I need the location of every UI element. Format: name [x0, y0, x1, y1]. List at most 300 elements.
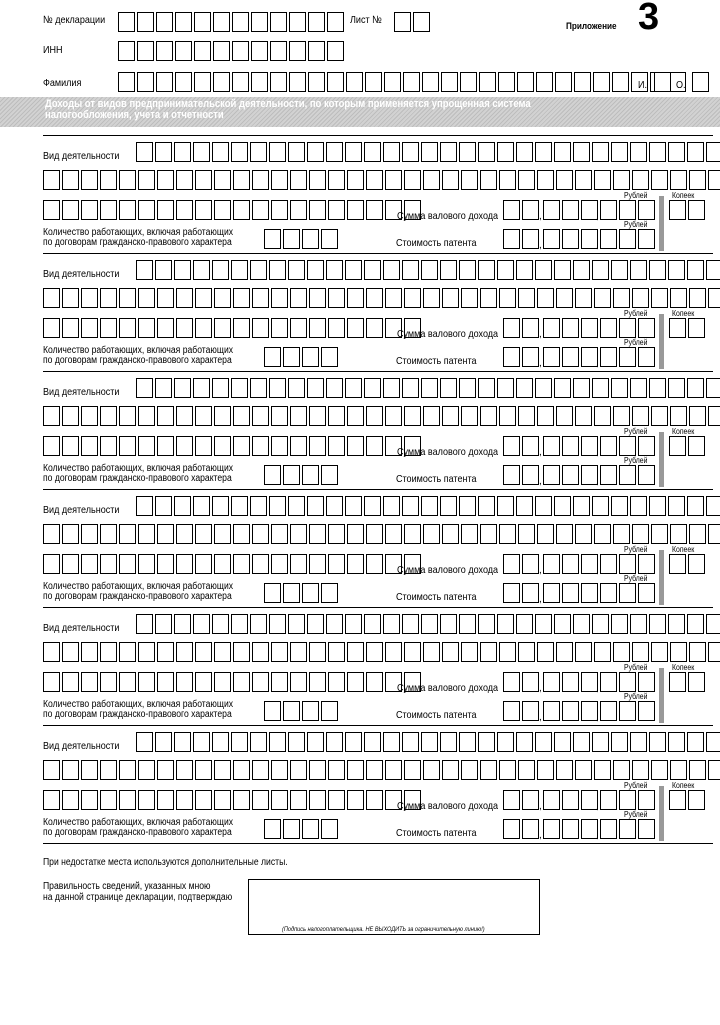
input-cell[interactable] [264, 229, 281, 249]
input-cell[interactable] [478, 378, 495, 398]
input-cell[interactable] [347, 318, 364, 338]
input-cell[interactable] [309, 170, 326, 190]
input-cell[interactable] [503, 229, 520, 249]
input-cell[interactable] [176, 524, 193, 544]
input-cell[interactable] [269, 496, 286, 516]
input-cell[interactable] [537, 524, 554, 544]
input-cell[interactable] [594, 524, 611, 544]
gross-income-field-kopecks[interactable] [669, 790, 707, 810]
input-cell[interactable] [328, 436, 345, 456]
input-cell[interactable] [233, 672, 250, 692]
input-cell[interactable] [497, 614, 514, 634]
input-cell[interactable] [290, 554, 307, 574]
input-cell[interactable] [62, 672, 79, 692]
input-cell[interactable] [497, 732, 514, 752]
input-cell[interactable] [689, 406, 706, 426]
input-cell[interactable] [638, 436, 655, 456]
input-cell[interactable] [459, 260, 476, 280]
input-cell[interactable] [649, 614, 666, 634]
input-cell[interactable] [600, 465, 617, 485]
inn-field[interactable] [118, 41, 346, 61]
input-cell[interactable] [668, 614, 685, 634]
input-cell[interactable] [600, 701, 617, 721]
input-cell[interactable] [43, 170, 60, 190]
input-cell[interactable] [232, 72, 249, 92]
input-cell[interactable] [440, 378, 457, 398]
gross-income-field-thousands[interactable] [543, 436, 600, 456]
input-cell[interactable] [459, 614, 476, 634]
input-cell[interactable] [271, 200, 288, 220]
input-cell[interactable] [347, 406, 364, 426]
input-cell[interactable] [423, 288, 440, 308]
input-cell[interactable] [195, 200, 212, 220]
input-cell[interactable] [176, 760, 193, 780]
input-cell[interactable] [100, 406, 117, 426]
input-cell[interactable] [270, 12, 287, 32]
input-cell[interactable] [384, 72, 401, 92]
input-cell[interactable] [345, 142, 362, 162]
gross-income-field-millions[interactable] [503, 790, 541, 810]
input-cell[interactable] [321, 465, 338, 485]
input-cell[interactable] [119, 318, 136, 338]
input-cell[interactable] [537, 642, 554, 662]
input-cell[interactable] [212, 732, 229, 752]
patent-thousands[interactable] [543, 465, 600, 485]
input-cell[interactable] [157, 200, 174, 220]
input-cell[interactable] [543, 672, 560, 692]
input-cell[interactable] [136, 732, 153, 752]
input-cell[interactable] [562, 672, 579, 692]
input-cell[interactable] [233, 288, 250, 308]
input-cell[interactable] [307, 496, 324, 516]
input-cell[interactable] [649, 378, 666, 398]
input-cell[interactable] [562, 583, 579, 603]
input-cell[interactable] [307, 260, 324, 280]
input-cell[interactable] [233, 170, 250, 190]
input-cell[interactable] [119, 642, 136, 662]
input-cell[interactable] [503, 790, 520, 810]
input-cell[interactable] [638, 701, 655, 721]
input-cell[interactable] [62, 200, 79, 220]
input-cell[interactable] [594, 170, 611, 190]
input-cell[interactable] [264, 701, 281, 721]
input-cell[interactable] [592, 496, 609, 516]
input-cell[interactable] [619, 819, 636, 839]
input-cell[interactable] [522, 583, 539, 603]
gross-income-field-kopecks[interactable] [669, 318, 707, 338]
input-cell[interactable] [309, 760, 326, 780]
input-cell[interactable] [687, 732, 704, 752]
input-cell[interactable] [327, 72, 344, 92]
input-cell[interactable] [632, 170, 649, 190]
input-cell[interactable] [308, 12, 325, 32]
input-cell[interactable] [119, 554, 136, 574]
input-cell[interactable] [250, 614, 267, 634]
input-cell[interactable] [155, 496, 172, 516]
patent-millions[interactable] [503, 229, 541, 249]
input-cell[interactable] [250, 142, 267, 162]
input-cell[interactable] [562, 465, 579, 485]
input-cell[interactable] [668, 260, 685, 280]
input-cell[interactable] [155, 142, 172, 162]
input-cell[interactable] [347, 436, 364, 456]
input-cell[interactable] [232, 12, 249, 32]
input-cell[interactable] [503, 672, 520, 692]
input-cell[interactable] [288, 142, 305, 162]
input-cell[interactable] [649, 260, 666, 280]
input-cell[interactable] [459, 732, 476, 752]
input-cell[interactable] [309, 672, 326, 692]
input-cell[interactable] [383, 378, 400, 398]
input-cell[interactable] [347, 790, 364, 810]
input-cell[interactable] [345, 732, 362, 752]
input-cell[interactable] [594, 406, 611, 426]
input-cell[interactable] [706, 614, 720, 634]
input-cell[interactable] [535, 260, 552, 280]
activity-field-row2[interactable] [43, 406, 720, 426]
input-cell[interactable] [195, 318, 212, 338]
input-cell[interactable] [119, 406, 136, 426]
input-cell[interactable] [573, 496, 590, 516]
input-cell[interactable] [100, 200, 117, 220]
input-cell[interactable] [138, 288, 155, 308]
input-cell[interactable] [442, 642, 459, 662]
input-cell[interactable] [499, 524, 516, 544]
input-cell[interactable] [669, 318, 686, 338]
input-cell[interactable] [271, 642, 288, 662]
input-cell[interactable] [366, 524, 383, 544]
input-cell[interactable] [81, 436, 98, 456]
input-cell[interactable] [522, 229, 539, 249]
workers-count-field[interactable] [264, 701, 340, 721]
input-cell[interactable] [119, 672, 136, 692]
input-cell[interactable] [592, 142, 609, 162]
input-cell[interactable] [638, 229, 655, 249]
input-cell[interactable] [632, 406, 649, 426]
input-cell[interactable] [613, 642, 630, 662]
input-cell[interactable] [309, 288, 326, 308]
input-cell[interactable] [288, 260, 305, 280]
input-cell[interactable] [347, 672, 364, 692]
input-cell[interactable] [630, 614, 647, 634]
input-cell[interactable] [518, 642, 535, 662]
input-cell[interactable] [264, 347, 281, 367]
input-cell[interactable] [522, 200, 539, 220]
input-cell[interactable] [402, 142, 419, 162]
initial-i-field[interactable] [654, 72, 673, 92]
input-cell[interactable] [366, 200, 383, 220]
input-cell[interactable] [668, 378, 685, 398]
input-cell[interactable] [619, 672, 636, 692]
input-cell[interactable] [600, 318, 617, 338]
input-cell[interactable] [283, 465, 300, 485]
input-cell[interactable] [619, 347, 636, 367]
input-cell[interactable] [651, 524, 668, 544]
input-cell[interactable] [326, 496, 343, 516]
input-cell[interactable] [440, 142, 457, 162]
input-cell[interactable] [214, 200, 231, 220]
input-cell[interactable] [193, 614, 210, 634]
input-cell[interactable] [404, 170, 421, 190]
gross-income-field-thousands[interactable] [543, 318, 600, 338]
input-cell[interactable] [708, 288, 720, 308]
input-cell[interactable] [687, 142, 704, 162]
input-cell[interactable] [194, 12, 211, 32]
input-cell[interactable] [600, 229, 617, 249]
input-cell[interactable] [613, 406, 630, 426]
input-cell[interactable] [688, 200, 705, 220]
input-cell[interactable] [535, 142, 552, 162]
input-cell[interactable] [402, 260, 419, 280]
input-cell[interactable] [252, 288, 269, 308]
input-cell[interactable] [503, 347, 520, 367]
patent-millions[interactable] [503, 465, 541, 485]
input-cell[interactable] [402, 732, 419, 752]
input-cell[interactable] [556, 288, 573, 308]
input-cell[interactable] [613, 288, 630, 308]
input-cell[interactable] [252, 436, 269, 456]
input-cell[interactable] [554, 496, 571, 516]
input-cell[interactable] [307, 732, 324, 752]
input-cell[interactable] [632, 524, 649, 544]
input-cell[interactable] [231, 732, 248, 752]
input-cell[interactable] [364, 732, 381, 752]
input-cell[interactable] [302, 583, 319, 603]
input-cell[interactable] [535, 732, 552, 752]
input-cell[interactable] [321, 583, 338, 603]
input-cell[interactable] [594, 642, 611, 662]
input-cell[interactable] [600, 790, 617, 810]
input-cell[interactable] [554, 260, 571, 280]
input-cell[interactable] [251, 12, 268, 32]
input-cell[interactable] [271, 672, 288, 692]
input-cell[interactable] [516, 732, 533, 752]
input-cell[interactable] [440, 496, 457, 516]
input-cell[interactable] [62, 318, 79, 338]
input-cell[interactable] [575, 760, 592, 780]
input-cell[interactable] [195, 554, 212, 574]
input-cell[interactable] [708, 524, 720, 544]
input-cell[interactable] [81, 642, 98, 662]
input-cell[interactable] [518, 406, 535, 426]
input-cell[interactable] [137, 41, 154, 61]
input-cell[interactable] [478, 614, 495, 634]
input-cell[interactable] [271, 436, 288, 456]
input-cell[interactable] [252, 554, 269, 574]
input-cell[interactable] [562, 554, 579, 574]
input-cell[interactable] [157, 554, 174, 574]
input-cell[interactable] [543, 318, 560, 338]
input-cell[interactable] [193, 142, 210, 162]
patent-units[interactable] [600, 583, 657, 603]
input-cell[interactable] [100, 642, 117, 662]
input-cell[interactable] [619, 790, 636, 810]
input-cell[interactable] [328, 318, 345, 338]
input-cell[interactable] [252, 170, 269, 190]
gross-income-field-thousands[interactable] [543, 200, 600, 220]
input-cell[interactable] [630, 378, 647, 398]
input-cell[interactable] [321, 819, 338, 839]
input-cell[interactable] [174, 732, 191, 752]
input-cell[interactable] [155, 732, 172, 752]
gross-income-field-millions[interactable] [503, 318, 541, 338]
input-cell[interactable] [252, 318, 269, 338]
input-cell[interactable] [233, 642, 250, 662]
input-cell[interactable] [251, 72, 268, 92]
input-cell[interactable] [321, 229, 338, 249]
input-cell[interactable] [155, 260, 172, 280]
input-cell[interactable] [385, 170, 402, 190]
input-cell[interactable] [231, 260, 248, 280]
input-cell[interactable] [516, 260, 533, 280]
input-cell[interactable] [497, 260, 514, 280]
input-cell[interactable] [302, 701, 319, 721]
input-cell[interactable] [100, 554, 117, 574]
input-cell[interactable] [309, 406, 326, 426]
input-cell[interactable] [309, 790, 326, 810]
input-cell[interactable] [176, 672, 193, 692]
input-cell[interactable] [232, 41, 249, 61]
input-cell[interactable] [654, 72, 671, 92]
input-cell[interactable] [138, 642, 155, 662]
input-cell[interactable] [81, 554, 98, 574]
input-cell[interactable] [562, 790, 579, 810]
input-cell[interactable] [347, 170, 364, 190]
input-cell[interactable] [518, 288, 535, 308]
input-cell[interactable] [522, 672, 539, 692]
input-cell[interactable] [517, 72, 534, 92]
gross-income-field-units[interactable] [600, 672, 657, 692]
input-cell[interactable] [307, 614, 324, 634]
gross-income-field-units[interactable] [600, 436, 657, 456]
input-cell[interactable] [638, 790, 655, 810]
input-cell[interactable] [290, 672, 307, 692]
input-cell[interactable] [156, 72, 173, 92]
input-cell[interactable] [522, 465, 539, 485]
input-cell[interactable] [573, 142, 590, 162]
input-cell[interactable] [43, 790, 60, 810]
input-cell[interactable] [118, 72, 135, 92]
input-cell[interactable] [423, 760, 440, 780]
input-cell[interactable] [326, 732, 343, 752]
input-cell[interactable] [81, 288, 98, 308]
input-cell[interactable] [385, 524, 402, 544]
input-cell[interactable] [326, 614, 343, 634]
input-cell[interactable] [537, 760, 554, 780]
input-cell[interactable] [264, 583, 281, 603]
input-cell[interactable] [288, 378, 305, 398]
input-cell[interactable] [290, 318, 307, 338]
input-cell[interactable] [688, 790, 705, 810]
input-cell[interactable] [195, 642, 212, 662]
input-cell[interactable] [214, 642, 231, 662]
input-cell[interactable] [43, 642, 60, 662]
input-cell[interactable] [119, 436, 136, 456]
input-cell[interactable] [366, 554, 383, 574]
input-cell[interactable] [668, 142, 685, 162]
input-cell[interactable] [404, 288, 421, 308]
input-cell[interactable] [592, 378, 609, 398]
patent-thousands[interactable] [543, 347, 600, 367]
input-cell[interactable] [503, 200, 520, 220]
input-cell[interactable] [328, 554, 345, 574]
input-cell[interactable] [613, 170, 630, 190]
input-cell[interactable] [383, 260, 400, 280]
input-cell[interactable] [195, 406, 212, 426]
input-cell[interactable] [441, 72, 458, 92]
input-cell[interactable] [638, 465, 655, 485]
input-cell[interactable] [573, 260, 590, 280]
input-cell[interactable] [687, 378, 704, 398]
input-cell[interactable] [535, 496, 552, 516]
input-cell[interactable] [157, 524, 174, 544]
input-cell[interactable] [404, 524, 421, 544]
input-cell[interactable] [575, 406, 592, 426]
input-cell[interactable] [543, 436, 560, 456]
patent-thousands[interactable] [543, 701, 600, 721]
input-cell[interactable] [174, 496, 191, 516]
input-cell[interactable] [556, 406, 573, 426]
activity-field-row3[interactable] [43, 200, 423, 220]
input-cell[interactable] [440, 260, 457, 280]
input-cell[interactable] [157, 790, 174, 810]
input-cell[interactable] [271, 318, 288, 338]
input-cell[interactable] [233, 524, 250, 544]
input-cell[interactable] [137, 12, 154, 32]
input-cell[interactable] [62, 436, 79, 456]
input-cell[interactable] [423, 524, 440, 544]
input-cell[interactable] [497, 496, 514, 516]
patent-millions[interactable] [503, 583, 541, 603]
input-cell[interactable] [345, 260, 362, 280]
input-cell[interactable] [138, 790, 155, 810]
activity-field-row2[interactable] [43, 642, 720, 662]
input-cell[interactable] [383, 614, 400, 634]
input-cell[interactable] [364, 378, 381, 398]
input-cell[interactable] [461, 170, 478, 190]
input-cell[interactable] [575, 642, 592, 662]
input-cell[interactable] [562, 229, 579, 249]
input-cell[interactable] [176, 790, 193, 810]
input-cell[interactable] [271, 524, 288, 544]
input-cell[interactable] [688, 436, 705, 456]
input-cell[interactable] [600, 200, 617, 220]
input-cell[interactable] [692, 72, 709, 92]
input-cell[interactable] [269, 378, 286, 398]
input-cell[interactable] [562, 819, 579, 839]
input-cell[interactable] [460, 72, 477, 92]
input-cell[interactable] [518, 760, 535, 780]
input-cell[interactable] [283, 701, 300, 721]
input-cell[interactable] [252, 406, 269, 426]
input-cell[interactable] [687, 614, 704, 634]
activity-field-row1[interactable] [136, 614, 720, 634]
patent-units[interactable] [600, 701, 657, 721]
input-cell[interactable] [364, 260, 381, 280]
input-cell[interactable] [421, 142, 438, 162]
input-cell[interactable] [619, 200, 636, 220]
input-cell[interactable] [174, 378, 191, 398]
input-cell[interactable] [81, 672, 98, 692]
input-cell[interactable] [670, 288, 687, 308]
input-cell[interactable] [283, 229, 300, 249]
input-cell[interactable] [403, 72, 420, 92]
input-cell[interactable] [250, 378, 267, 398]
input-cell[interactable] [155, 378, 172, 398]
input-cell[interactable] [649, 496, 666, 516]
input-cell[interactable] [157, 288, 174, 308]
activity-field-row1[interactable] [136, 496, 720, 516]
